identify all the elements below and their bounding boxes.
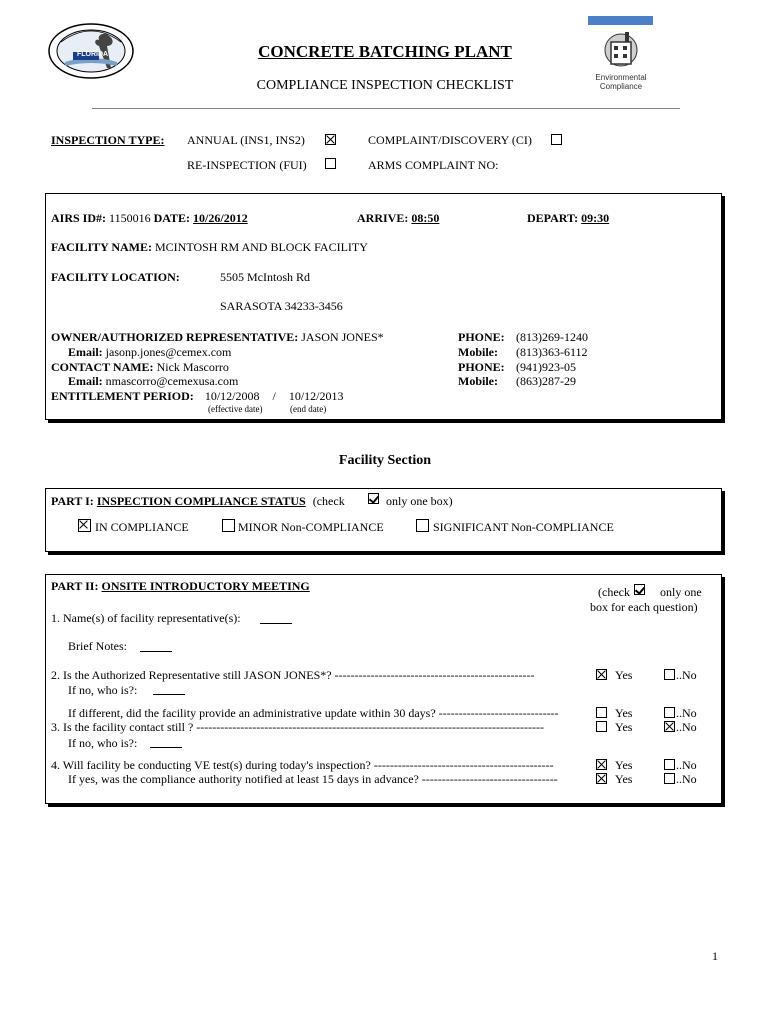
part2-title-row xyxy=(51,579,310,594)
inspection-type-label: INSPECTION TYPE: xyxy=(51,133,165,147)
q1-blank[interactable] xyxy=(260,623,292,624)
page-number: 1 xyxy=(712,949,718,963)
entitlement-sep: / xyxy=(272,389,276,403)
airs-label: AIRS ID#: xyxy=(51,211,107,225)
q1-text: 1. Name(s) of facility representative(s): xyxy=(51,611,241,625)
q4a-yes-checkbox[interactable] xyxy=(596,759,607,770)
significant-noncompliance-label: SIGNIFICANT Non-COMPLIANCE xyxy=(433,520,614,534)
mobile-label-1: Mobile: xyxy=(458,345,498,359)
in-compliance-label: IN COMPLIANCE xyxy=(95,520,189,534)
reinspection-checkbox[interactable] xyxy=(325,158,336,169)
env-compliance-logo xyxy=(585,16,655,91)
airs-value: 1150016 xyxy=(109,211,151,225)
owner-row xyxy=(51,330,384,345)
blue-bar xyxy=(588,16,653,25)
q2-no-label: ..No xyxy=(676,668,697,682)
part1-check-text: (check xyxy=(312,494,345,508)
q3-blank[interactable] xyxy=(150,747,182,748)
q2-yes-label: Yes xyxy=(615,668,633,682)
phone-value-1: (813)269-1240 xyxy=(516,330,588,344)
env-label-line2: Compliance xyxy=(599,82,643,91)
owner-email-row xyxy=(68,345,231,360)
logo-text: FLORIDA xyxy=(77,51,109,58)
facility-name-row xyxy=(51,240,368,255)
entitlement-end: 10/12/2013 xyxy=(288,389,344,403)
part2-check-sample-checkbox xyxy=(634,584,645,595)
depart-label: DEPART: xyxy=(527,211,579,225)
airs-row xyxy=(51,211,248,226)
q4a-no-label: ..No xyxy=(676,758,697,772)
contact-email: nmascorro@cemexusa.com xyxy=(105,374,239,388)
mobile-label-2: Mobile: xyxy=(458,374,498,388)
complaint-label: COMPLAINT/DISCOVERY (CI) xyxy=(368,133,532,147)
entitlement-start: 10/12/2008 xyxy=(204,389,260,403)
q3-line0: If different, did the facility provide an administrative update within 30 days? ------------------------------ xyxy=(68,706,559,720)
facility-name-value: MCINTOSH RM AND BLOCK FACILITY xyxy=(155,240,368,254)
facility-location-line1: 5505 McIntosh Rd xyxy=(220,270,310,284)
part1-prefix: PART I: xyxy=(51,494,94,508)
brief-notes-label: Brief Notes: xyxy=(68,639,127,653)
contact-email-row xyxy=(68,374,238,389)
owner-email: jasonp.jones@cemex.com xyxy=(105,345,232,359)
mobile-value-1: (813)363-6112 xyxy=(516,345,588,359)
part2-check-note-2: box for each question) xyxy=(590,600,698,614)
q3a-no-checkbox[interactable] xyxy=(664,707,675,718)
q3a-yes-checkbox[interactable] xyxy=(596,707,607,718)
q3-line2: If no, who is?: xyxy=(68,736,138,750)
contact-row xyxy=(51,360,229,375)
date-value: 10/26/2012 xyxy=(193,211,248,225)
contact-email-label: Email: xyxy=(68,374,103,388)
part2-check-note-b: only one xyxy=(660,585,702,599)
annual-checkbox[interactable] xyxy=(325,134,336,145)
depart-value: 09:30 xyxy=(581,211,610,225)
q3b-no-checkbox[interactable] xyxy=(664,721,675,732)
effective-date-note: (effective date) xyxy=(208,404,263,414)
q3b-no-label: ..No xyxy=(676,720,697,734)
brief-notes-blank[interactable] xyxy=(140,651,172,652)
in-compliance-checkbox[interactable] xyxy=(78,519,91,532)
phone-value-2: (941)923-05 xyxy=(516,360,576,374)
q2-line1: 2. Is the Authorized Representative still JASON JONES*? -------------------------------------------------- xyxy=(51,668,535,682)
q3b-yes-checkbox[interactable] xyxy=(596,721,607,732)
annual-label: ANNUAL (INS1, INS2) xyxy=(187,133,305,147)
q4b-yes-label: Yes xyxy=(615,772,633,786)
part1-title-row xyxy=(51,494,345,509)
q3a-yes-label: Yes xyxy=(615,706,633,720)
q4-line2: If yes, was the compliance authority notified at least 15 days in advance? ---------------------------------- xyxy=(68,772,558,786)
facility-name-label: FACILITY NAME: xyxy=(51,240,152,254)
facility-location-label: FACILITY LOCATION: xyxy=(51,270,180,284)
part2-check-note-a: (check xyxy=(598,585,630,599)
contact-value: Nick Mascorro xyxy=(156,360,229,374)
arrive-value: 08:50 xyxy=(411,211,440,225)
q4b-no-checkbox[interactable] xyxy=(664,773,675,784)
q3b-yes-label: Yes xyxy=(615,720,633,734)
arrive-row xyxy=(357,211,439,226)
depart-row xyxy=(527,211,609,226)
q4b-no-label: ..No xyxy=(676,772,697,786)
phone-label-1: PHONE: xyxy=(458,330,505,344)
q2-yes-checkbox[interactable] xyxy=(596,669,607,680)
q3a-no-label: ..No xyxy=(676,706,697,720)
q4a-no-checkbox[interactable] xyxy=(664,759,675,770)
significant-noncompliance-checkbox[interactable] xyxy=(416,519,429,532)
page-title: CONCRETE BATCHING PLANT xyxy=(258,42,512,61)
q2-line2: If no, who is?: xyxy=(68,683,138,697)
facility-section-title: Facility Section xyxy=(338,453,432,468)
contact-label: CONTACT NAME: xyxy=(51,360,154,374)
phone-label-2: PHONE: xyxy=(458,360,505,374)
part1-title: INSPECTION COMPLIANCE STATUS xyxy=(96,494,306,508)
owner-label: OWNER/AUTHORIZED REPRESENTATIVE: xyxy=(51,330,299,344)
q4b-yes-checkbox[interactable] xyxy=(596,773,607,784)
q4-line1: 4. Will facility be conducting VE test(s) during today's inspection? --------------------------------------------- xyxy=(51,758,554,772)
arms-complaint-label: ARMS COMPLAINT NO: xyxy=(368,158,499,172)
part2-title: ONSITE INTRODUCTORY MEETING xyxy=(101,579,310,593)
entitlement-row xyxy=(51,389,344,404)
end-date-note: (end date) xyxy=(290,404,327,414)
date-label: DATE: xyxy=(153,211,191,225)
q2-blank[interactable] xyxy=(153,694,185,695)
owner-email-label: Email: xyxy=(68,345,103,359)
facility-location-line2: SARASOTA 34233-3456 xyxy=(220,299,343,313)
reinspection-label: RE-INSPECTION (FUI) xyxy=(187,158,307,172)
minor-noncompliance-checkbox[interactable] xyxy=(222,519,235,532)
part1-check-sample-checkbox xyxy=(368,493,379,504)
minor-noncompliance-label: MINOR Non-COMPLIANCE xyxy=(238,520,384,534)
complaint-checkbox[interactable] xyxy=(551,134,562,145)
q2-no-checkbox[interactable] xyxy=(664,669,675,680)
factory-globe-icon xyxy=(603,28,639,72)
header-divider xyxy=(92,108,680,109)
part2-prefix: PART II: xyxy=(51,579,99,593)
page-subtitle: COMPLIANCE INSPECTION CHECKLIST xyxy=(256,78,514,93)
mobile-value-2: (863)287-29 xyxy=(516,374,576,388)
q4a-yes-label: Yes xyxy=(615,758,633,772)
q3-line1: 3. Is the facility contact still ? --------------------------------------------------------------------------------------- xyxy=(51,720,544,734)
entitlement-label: ENTITLEMENT PERIOD: xyxy=(51,389,194,403)
arrive-label: ARRIVE: xyxy=(357,211,409,225)
env-label-line1: Environmental xyxy=(595,73,647,82)
part1-check-suffix: only one box) xyxy=(386,494,453,508)
owner-value: JASON JONES* xyxy=(301,330,384,344)
